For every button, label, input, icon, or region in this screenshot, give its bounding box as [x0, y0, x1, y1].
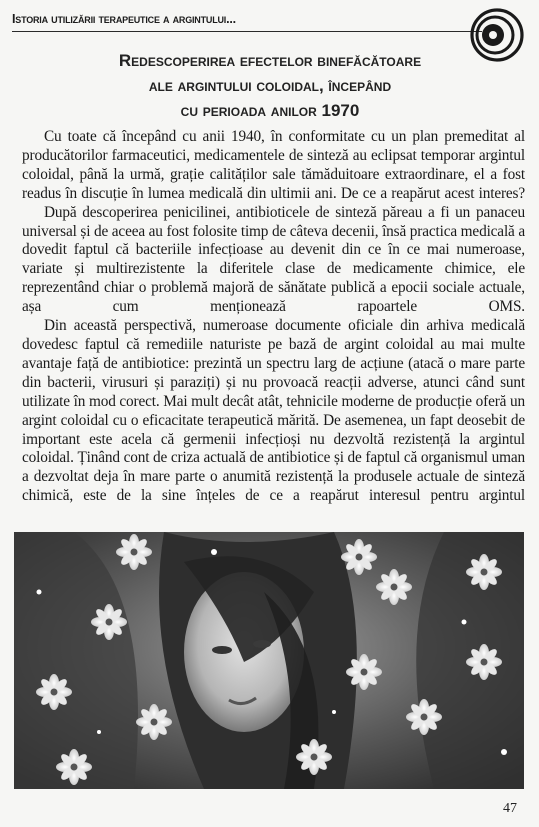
chapter-title-line: ale argintului coloidal, începând	[148, 76, 392, 95]
paragraph: După descoperirea penicilinei, antibioticele de sinteză păreau a fi un panaceu universal și de aceea au fost folosite timp de câteva decenii, însă practica medicală a dovedit faptul că bacteriile infecțioase au devenit din ce în ce mai numeroase, variate și multirezistente la diferitele clase de medicamente chimice, ele reprezentând chiar o problemă majoră de sănătate publică a epocii sociale actuale, așa cum menționează rapoartele OMS.	[22, 203, 525, 316]
running-head-rule	[12, 31, 482, 32]
paragraph: Cu toate că începând cu anii 1940, în conformitate cu un plan premeditat al producătorilor farmaceutici, medicamentele de sinteză au eclipsat temporar argintul coloidal, până la urmă, grație calităților sale tămăduitoare extraordinare, el a fost readus în discuție în lumea medicală din ultimii ani. De ce a reapărut acest interes?	[22, 128, 525, 202]
chapter-title	[50, 48, 490, 123]
woman-flowers-photo	[14, 532, 524, 789]
page-number: 47	[503, 801, 517, 816]
paragraph: Din această perspectivă, numeroase documente oficiale din arhiva medicală dovedesc faptul că remediile naturiste pe bază de argint coloidal au mai multe avantaje față de antibiotice: prezintă un spectru larg de acțiune (atacă o mare parte din bacterii, virusuri și paraziți) și nu provoacă reacții adverse, atunci când sunt utilizate în mod corect. Mai mult decât atât, tehnicile moderne de producție oferă un argint coloidal cu o eficacitate terapeutică mărită. De asemenea, un fapt deosebit de important este acela că germenii infecțioși nu dezvoltă rezistență la argintul coloidal. Ținând cont de criza actuală de antibiotice și de faptul că organismul uman a dezvoltat deja în mare parte o anumită rezistență la produsele actuale de sinteză chimică, este de la sine înțeles de ce a reapărut interesul pentru argintul	[22, 317, 525, 505]
running-head-title: Istoria utilizării terapeutice a argintului...	[12, 12, 236, 26]
chapter-title-line: Redescoperirea efectelor binefăcătoare	[118, 51, 422, 70]
chapter-title-line: cu perioada anilor 1970	[180, 101, 360, 120]
body-text	[22, 128, 525, 506]
running-head	[12, 10, 482, 34]
